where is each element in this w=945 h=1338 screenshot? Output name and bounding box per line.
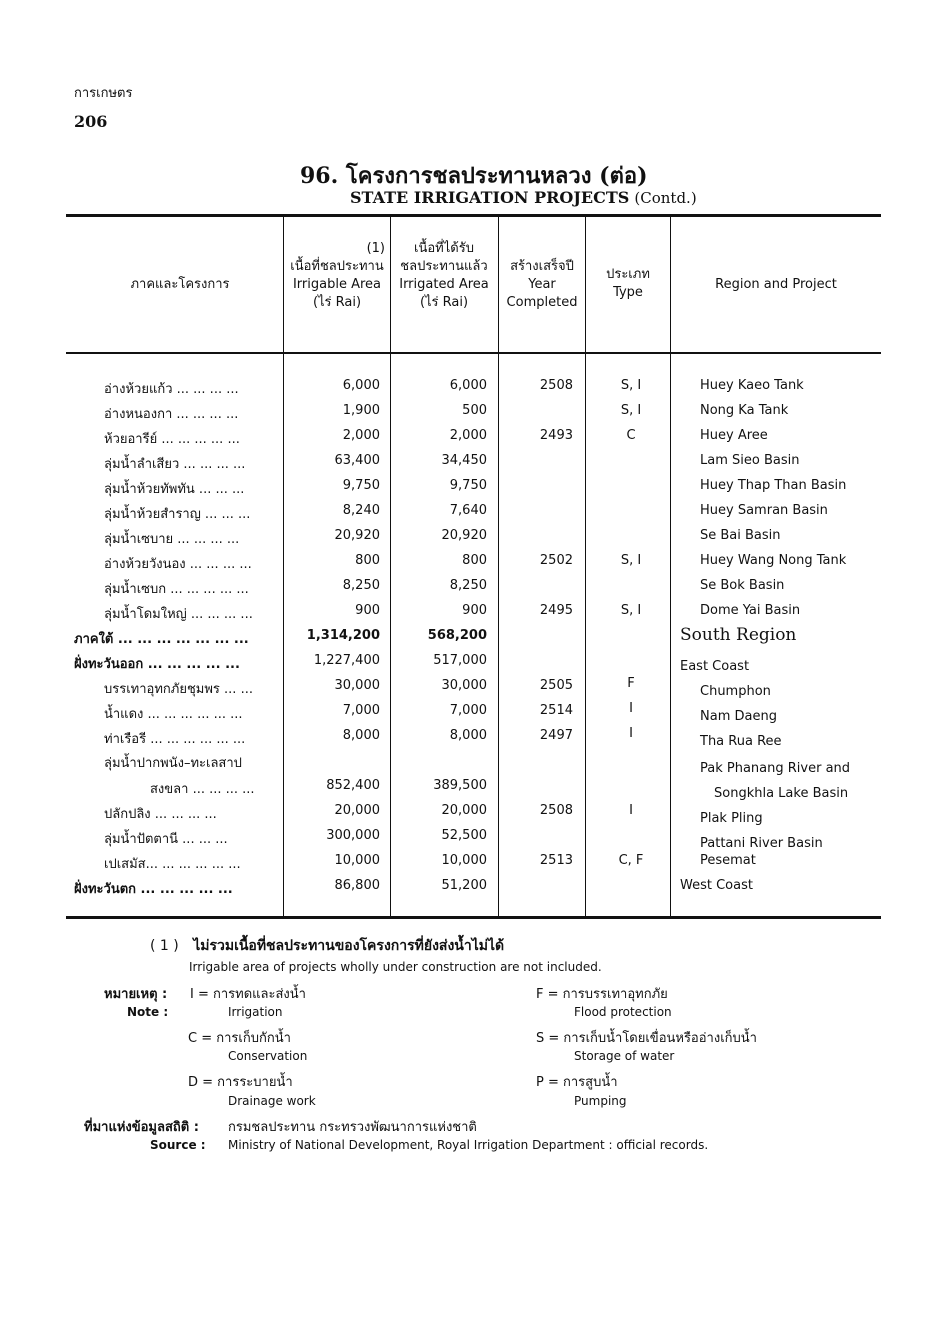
project-name-th: ลุ่มน้ำปัตตานี ... ... ... — [104, 832, 228, 847]
table-bottom-rule — [66, 916, 881, 919]
project-type: C, F — [618, 853, 644, 868]
irrigated-area: 20,000 — [441, 803, 487, 818]
footnote-thai: ไม่รวมเนื้อที่ชลประทานของโครงการที่ยังส่งน้ำไม่ได้ — [193, 938, 505, 954]
col-header-irrigable-en: Irrigable Area — [292, 277, 382, 292]
irrigated-area: 389,500 — [433, 778, 487, 793]
irrigable-area: 9,750 — [342, 478, 380, 493]
col-header-irrigable-unit: (ไร่ Rai) — [312, 295, 362, 310]
table-row — [0, 603, 945, 628]
project-type: I — [629, 701, 633, 716]
project-name-en: Pattani River Basin — [700, 836, 823, 851]
region-name-th: ภาคใต้ ... ... ... ... ... ... ... — [74, 632, 249, 647]
project-type: S, I — [620, 403, 642, 418]
subregion-name-th: ฝั่งทะวันออก ... ... ... ... ... — [74, 657, 240, 672]
year-completed: 2502 — [539, 553, 573, 568]
project-name-en: Huey Samran Basin — [700, 503, 828, 518]
table-row — [0, 503, 945, 528]
footnote-english: Irrigable area of projects wholly under construction are not included. — [189, 960, 602, 974]
col-header-region-th: ภาคและโครงการ — [130, 277, 230, 292]
irrigated-area: 10,000 — [441, 853, 487, 868]
table-top-rule — [66, 214, 881, 217]
year-completed: 2513 — [539, 853, 573, 868]
project-name-th: บรรเทาอุทกภัยชุมพร ... ... — [104, 682, 253, 697]
note-D-en: Drainage work — [228, 1094, 316, 1108]
source-label-en: Source : — [150, 1138, 206, 1152]
note-S-th: S = การเก็บน้ำโดยเขื่อนหรืออ่างเก็บน้ำ — [536, 1031, 757, 1046]
project-name-en: Nam Daeng — [700, 709, 777, 724]
year-completed: 2493 — [539, 428, 573, 443]
irrigable-area: 1,227,400 — [313, 653, 380, 668]
table-row-subregion — [0, 878, 945, 903]
irrigated-area: 800 — [462, 553, 487, 568]
irrigated-area: 52,500 — [441, 828, 487, 843]
irrigated-area: 8,000 — [449, 728, 487, 743]
col-header-year-en2: Completed — [506, 295, 578, 310]
irrigated-area: 2,000 — [449, 428, 487, 443]
page-number: 206 — [74, 112, 108, 131]
irrigable-area: 7,000 — [342, 703, 380, 718]
source-text-en: Ministry of National Development, Royal Irrigation Department : official records. — [228, 1138, 709, 1152]
irrigable-area: 6,000 — [342, 378, 380, 393]
source-text-th: กรมชลประทาน กระทรวงพัฒนาการแห่งชาติ — [228, 1120, 477, 1135]
project-name-th: ลุ่มน้ำเซบก ... ... ... ... ... — [104, 582, 249, 597]
col-header-year-en1: Year — [528, 277, 556, 292]
project-name-en: Songkhla Lake Basin — [714, 786, 849, 801]
subregion-name-th: ฝั่งทะวันตก ... ... ... ... ... — [74, 882, 233, 897]
irrigable-area: 86,800 — [334, 878, 380, 893]
project-name-th: ห้วยอารีย์ ... ... ... ... ... — [104, 432, 240, 447]
project-name-th: อ่างห้วยวังนอง ... ... ... ... — [104, 557, 252, 572]
table-row — [0, 378, 945, 403]
project-name-th: ปลักปลิง ... ... ... ... — [104, 807, 217, 822]
irrigable-area: 20,000 — [334, 803, 380, 818]
irrigable-area: 8,240 — [342, 503, 380, 518]
table-row — [0, 803, 945, 828]
subregion-name-en: East Coast — [680, 659, 750, 674]
table-row — [0, 478, 945, 503]
year-completed: 2497 — [539, 728, 573, 743]
project-name-en: Tha Rua Ree — [700, 734, 782, 749]
subregion-name-en: West Coast — [680, 878, 753, 893]
year-completed: 2508 — [539, 378, 573, 393]
table-row-subregion — [0, 653, 945, 678]
project-name-en: Chumphon — [700, 684, 771, 699]
project-name-th: ลุ่มน้ำปากพนัง–ทะเลสาป — [104, 756, 242, 771]
project-name-th: ลุ่มน้ำห้วยสำราญ ... ... ... — [104, 507, 251, 522]
note-F-th: F = การบรรเทาอุทกภัย — [536, 987, 668, 1002]
project-type: I — [629, 803, 633, 818]
note-I-en: Irrigation — [228, 1005, 283, 1019]
irrigated-area: 900 — [462, 603, 487, 618]
project-name-en: Pesemat — [700, 853, 756, 868]
region-name-en: South Region — [680, 625, 797, 645]
irrigated-area: 51,200 — [441, 878, 487, 893]
note-I-th: I = การทดและส่งน้ำ — [190, 987, 306, 1002]
irrigated-area: 30,000 — [441, 678, 487, 693]
project-type: C — [626, 428, 636, 443]
irrigable-area: 63,400 — [334, 453, 380, 468]
table-row — [0, 528, 945, 553]
table-row — [0, 853, 945, 878]
table-row — [0, 728, 945, 753]
table-row — [0, 828, 945, 853]
table-row — [0, 428, 945, 453]
table-row — [0, 752, 945, 777]
irrigated-area: 8,250 — [449, 578, 487, 593]
project-name-en: Plak Pling — [700, 811, 763, 826]
year-completed: 2508 — [539, 803, 573, 818]
table-row — [0, 703, 945, 728]
project-name-th: ลุ่มน้ำเซบาย ... ... ... ... — [104, 532, 240, 547]
footnote — [150, 935, 504, 957]
section-label: การเกษตร — [74, 86, 133, 101]
project-name-th: เปเสมัส... ... ... ... ... ... — [104, 857, 241, 872]
note-label-en: Note : — [127, 1005, 169, 1019]
irrigable-area: 1,900 — [342, 403, 380, 418]
project-name-th: ท่าเรือรี ... ... ... ... ... ... — [104, 732, 246, 747]
col-header-type-th: ประเภท — [606, 267, 650, 282]
project-type: S, I — [620, 603, 642, 618]
project-name-th: อ่างหนองกา ... ... ... ... — [104, 407, 239, 422]
irrigated-area: 500 — [462, 403, 487, 418]
project-name-th: ลุ่มน้ำลำเสียว ... ... ... ... — [104, 457, 246, 472]
col-header-irrigated — [391, 240, 497, 312]
header-bottom-rule — [66, 352, 881, 354]
col-header-type — [586, 266, 670, 302]
irrigable-area: 800 — [355, 553, 380, 568]
footnote-mark: (1) — [366, 241, 385, 256]
project-name-en: Se Bok Basin — [700, 578, 785, 593]
footnote-mark: ( 1 ) — [150, 938, 179, 954]
irrigable-area: 852,400 — [326, 778, 380, 793]
irrigable-area: 8,000 — [342, 728, 380, 743]
year-completed: 2495 — [539, 603, 573, 618]
project-name-en: Se Bai Basin — [700, 528, 781, 543]
irrigated-area: 7,640 — [449, 503, 487, 518]
project-name-en: Huey Aree — [700, 428, 768, 443]
col-header-irrigable — [285, 240, 389, 312]
project-name-th: น้ำแดง ... ... ... ... ... ... — [104, 707, 243, 722]
irrigated-area: 9,750 — [449, 478, 487, 493]
project-name-en: Huey Wang Nong Tank — [700, 553, 847, 568]
irrigable-area: 10,000 — [334, 853, 380, 868]
table-row — [0, 453, 945, 478]
project-name-en: Nong Ka Tank — [700, 403, 789, 418]
source-label-th: ที่มาแห่งข้อมูลสถิติ : — [84, 1120, 199, 1135]
note-D-th: D = การระบายน้ำ — [188, 1075, 293, 1090]
project-type: S, I — [620, 553, 642, 568]
irrigable-area: 900 — [355, 603, 380, 618]
note-F-en: Flood protection — [574, 1005, 672, 1019]
project-name-en: Lam Sieo Basin — [700, 453, 800, 468]
table-row — [0, 678, 945, 703]
col-header-year-th: สร้างเสร็จปี — [510, 259, 574, 274]
table-title-english-suffix: (Contd.) — [634, 189, 697, 207]
irrigable-area: 2,000 — [342, 428, 380, 443]
table-row — [0, 578, 945, 603]
year-completed: 2514 — [539, 703, 573, 718]
note-label-th: หมายเหตุ : — [104, 987, 168, 1002]
irrigable-area: 20,920 — [334, 528, 380, 543]
col-header-year — [499, 258, 585, 312]
project-name-th: ลุ่มน้ำโดมใหญ่ ... ... ... ... — [104, 607, 253, 622]
table-title-thai: 96. โครงการชลประทานหลวง (ต่อ) — [300, 163, 648, 189]
irrigable-area: 8,250 — [342, 578, 380, 593]
col-header-irrigated-en: Irrigated Area — [399, 277, 489, 292]
irrigated-area: 20,920 — [441, 528, 487, 543]
irrigated-area: 568,200 — [427, 628, 487, 643]
year-completed: 2505 — [539, 678, 573, 693]
table-title-english — [350, 188, 697, 207]
table-title-english-main: STATE IRRIGATION PROJECTS — [350, 188, 630, 207]
project-name-en: Pak Phanang River and — [700, 761, 851, 776]
irrigated-area: 34,450 — [441, 453, 487, 468]
note-S-en: Storage of water — [574, 1049, 675, 1063]
irrigated-area: 6,000 — [449, 378, 487, 393]
note-P-en: Pumping — [574, 1094, 627, 1108]
project-name-th: อ่างห้วยแก้ว ... ... ... ... — [104, 382, 239, 397]
irrigated-area: 517,000 — [433, 653, 487, 668]
irrigable-area: 1,314,200 — [306, 628, 380, 643]
note-C-th: C = การเก็บกักน้ำ — [188, 1031, 291, 1046]
project-name-th: สงขลา ... ... ... ... — [150, 782, 255, 797]
col-header-irrigated-unit: (ไร่ Rai) — [419, 295, 469, 310]
project-name-th: ลุ่มน้ำห้วยทัพทัน ... ... ... — [104, 482, 245, 497]
col-header-irrigable-th: เนื้อที่ชลประทาน — [290, 259, 384, 274]
col-header-type-en: Type — [613, 285, 643, 300]
col-header-irrigated-th1: เนื้อที่ได้รับ — [414, 241, 474, 256]
table-row-region-total — [0, 625, 945, 653]
col-header-irrigated-th2: ชลประทานแล้ว — [400, 259, 488, 274]
note-P-th: P = การสูบน้ำ — [536, 1075, 618, 1090]
col-header-region-en: Region and Project — [715, 277, 837, 292]
project-name-en: Huey Thap Than Basin — [700, 478, 847, 493]
project-name-en: Dome Yai Basin — [700, 603, 801, 618]
note-C-en: Conservation — [228, 1049, 308, 1063]
table-row — [0, 553, 945, 578]
irrigable-area: 300,000 — [326, 828, 380, 843]
irrigable-area: 30,000 — [334, 678, 380, 693]
table-row — [0, 403, 945, 428]
table-row — [0, 778, 945, 803]
project-type: I — [629, 726, 633, 741]
irrigated-area: 7,000 — [449, 703, 487, 718]
project-type: F — [627, 676, 635, 691]
project-name-en: Huey Kaeo Tank — [700, 378, 804, 393]
project-type: S, I — [620, 378, 642, 393]
